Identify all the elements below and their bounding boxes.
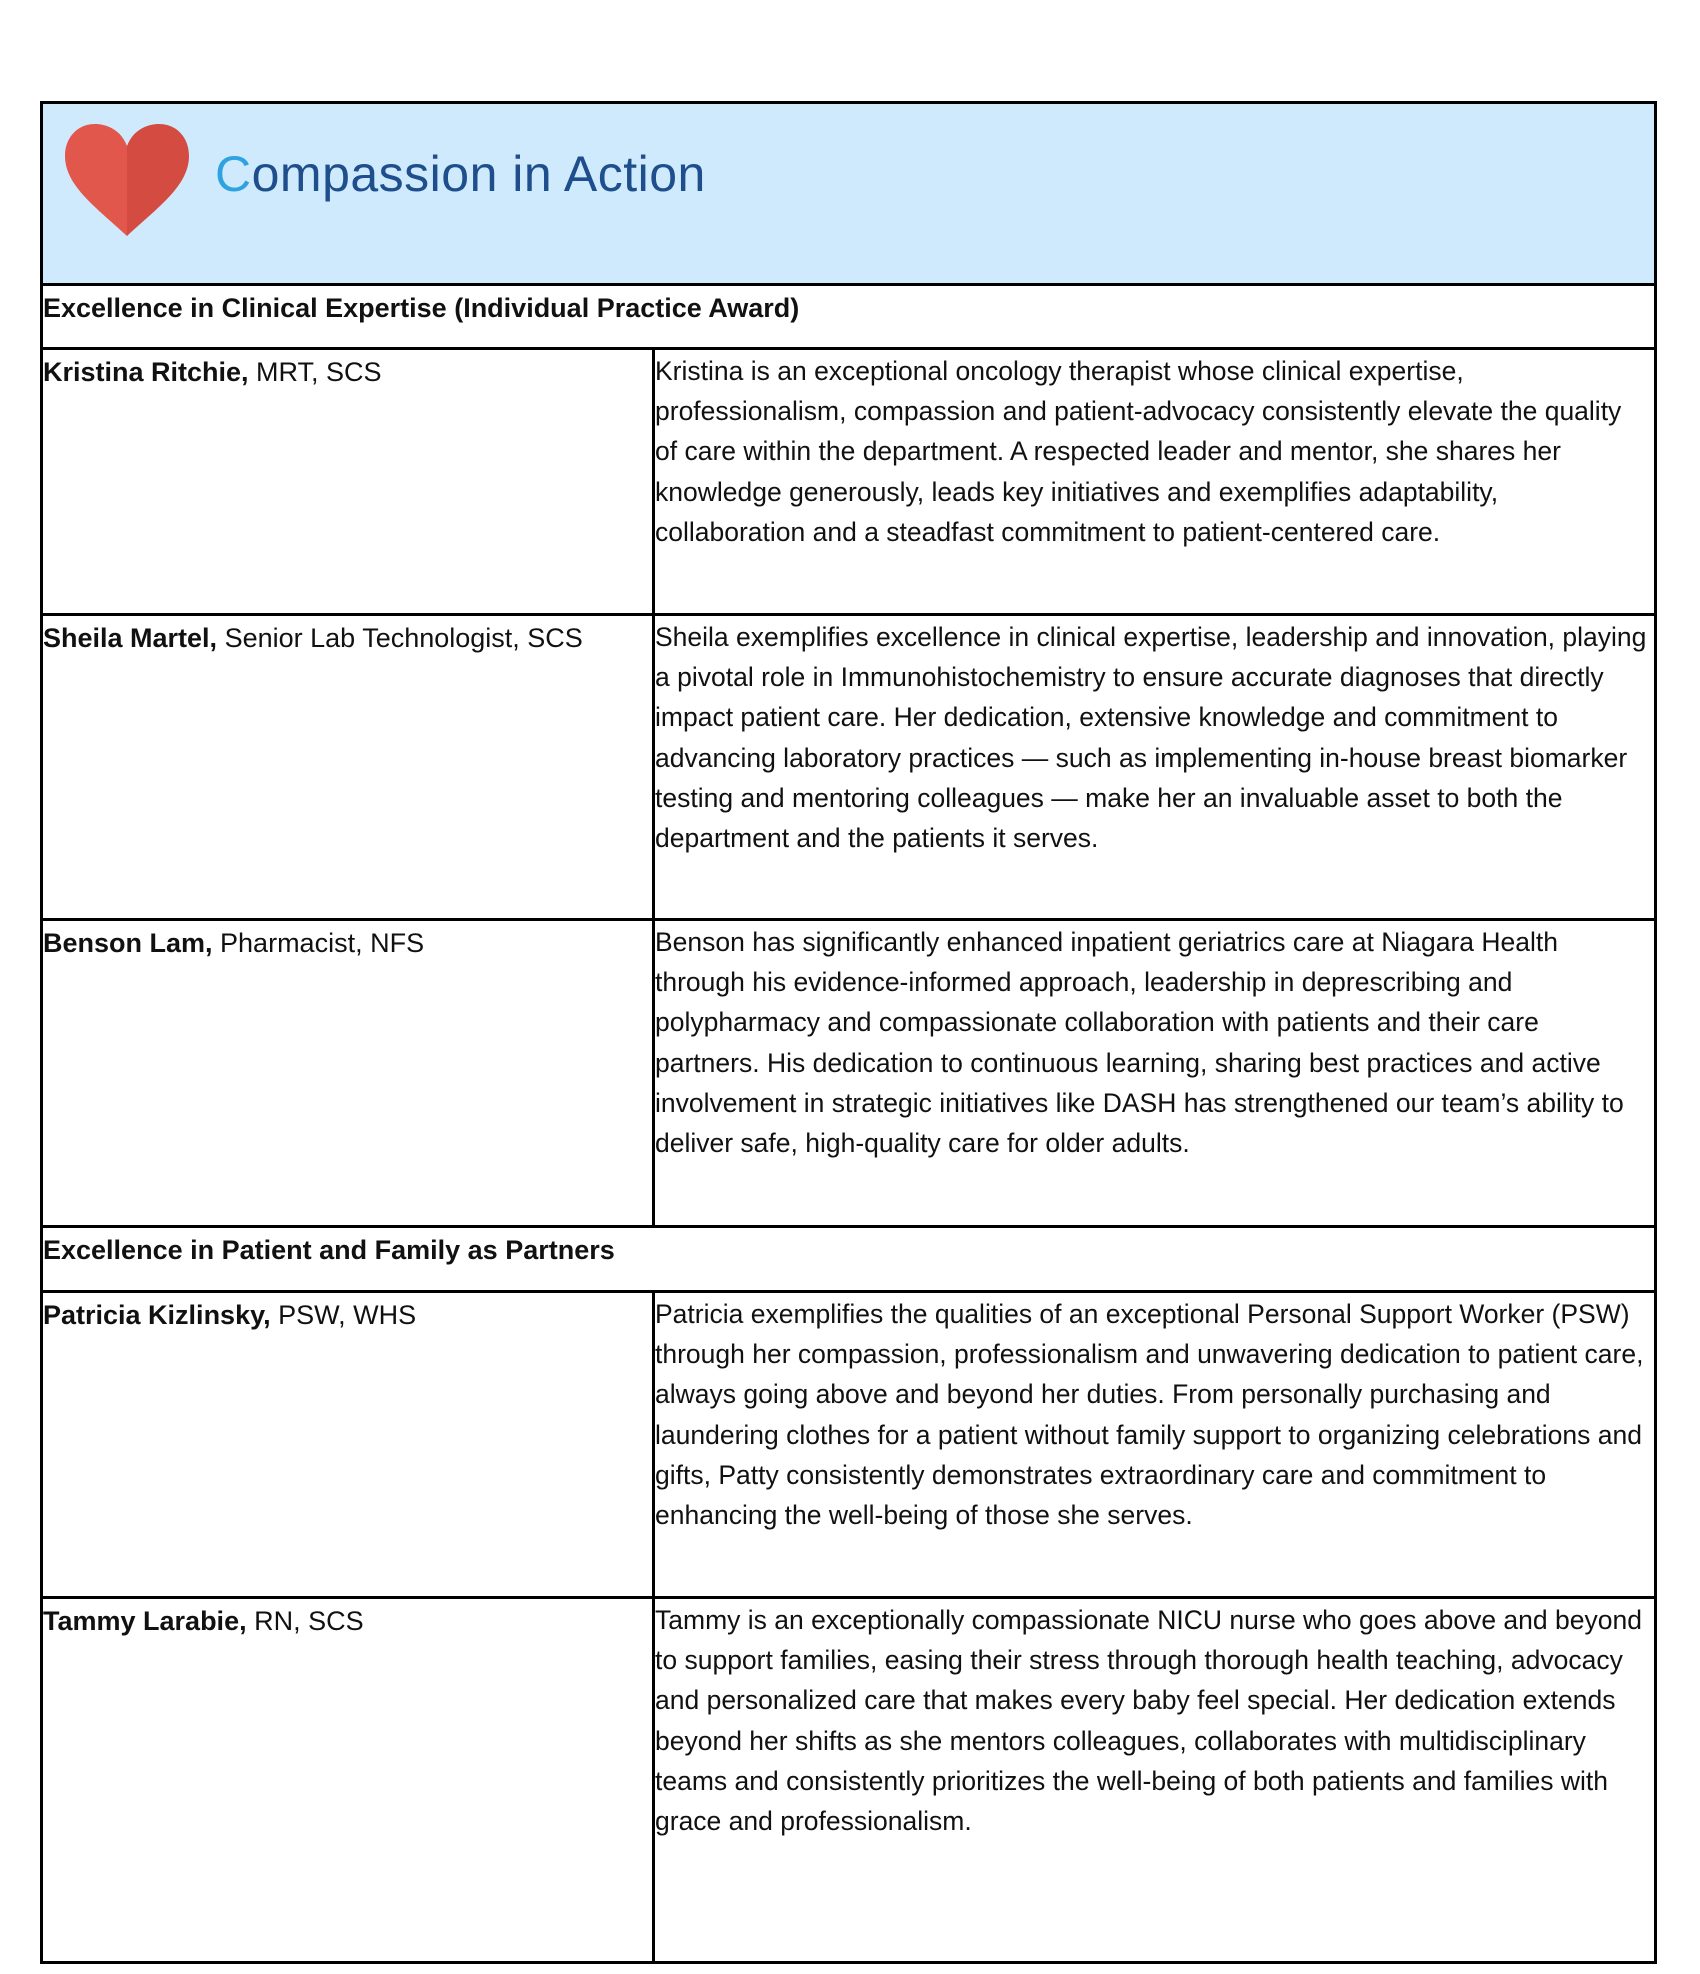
description-cell: [655, 921, 1654, 1225]
recipient-role: Senior Lab Technologist, SCS: [217, 623, 583, 653]
recipient-cell: [43, 350, 655, 613]
section-title: Excellence in Clinical Expertise (Individual Practice Award): [43, 293, 800, 323]
recipient-name: Sheila Martel,: [43, 623, 218, 653]
recipient-name-line: [43, 350, 652, 390]
recipient-cell: [43, 921, 655, 1225]
recipient-name: Kristina Ritchie,: [43, 357, 249, 387]
recipient-role: RN, SCS: [246, 1606, 364, 1636]
page-title: [215, 144, 706, 204]
recipient-name-line: [43, 616, 652, 656]
table-row: [43, 1596, 1654, 1961]
recipient-description: Sheila exemplifies excellence in clinical expertise, leadership and innovation, playing a pivotal role in Immunohistochemistry to ensure accurate diagnoses that directly impact patient care. Her dedication, extensive knowledge and commitment to advancing laboratory practices — such as implementing in-house breast biomarker testing and mentoring colleagues — make her an invaluable asset to both the department and the patients it serves.: [655, 622, 1647, 854]
description-cell: [655, 350, 1654, 613]
recipient-cell: [43, 1599, 655, 1961]
recipient-name: Patricia Kizlinsky,: [43, 1300, 271, 1330]
table-row: [43, 918, 1654, 1225]
recipient-role: Pharmacist, NFS: [212, 928, 425, 958]
description-cell: [655, 616, 1654, 918]
recipient-description: Tammy is an exceptionally compassionate NICU nurse who goes above and beyond to support families, easing their stress through thorough health teaching, advocacy and personalized care that makes every baby feel special. Her dedication extends beyond her shifts as she mentors colleagues, collaborates with multidisciplinary teams and consistently prioritizes the well-being of both patients and families with grace and professionalism.: [655, 1605, 1642, 1837]
recipient-name-line: [43, 1293, 652, 1333]
recipient-name-line: [43, 921, 652, 961]
recipient-description: Kristina is an exceptional oncology therapist whose clinical expertise, professionalism, compassion and patient-advocacy consistently elevate the quality of care within the department. A respected leader and mentor, she shares her knowledge generously, leads key initiatives and exemplifies adaptability, collaboration and a steadfast commitment to patient-centered care.: [655, 356, 1622, 547]
title-first-letter: C: [215, 146, 252, 202]
awards-table: [40, 101, 1657, 1964]
section-title: Excellence in Patient and Family as Partners: [43, 1235, 615, 1265]
recipient-role: PSW, WHS: [270, 1300, 417, 1330]
section-header-row: [43, 1225, 1654, 1290]
title-rest: ompassion in Action: [251, 146, 706, 202]
heart-icon: [65, 124, 189, 236]
table-row: [43, 347, 1654, 613]
recipient-name: Benson Lam,: [43, 928, 213, 958]
table-row: [43, 613, 1654, 918]
description-cell: [655, 1293, 1654, 1596]
recipient-role: MRT, SCS: [248, 357, 382, 387]
section-header-row: [43, 283, 1654, 347]
recipient-name-line: [43, 1599, 652, 1639]
recipient-name: Tammy Larabie,: [43, 1606, 247, 1636]
recipient-description: Patricia exemplifies the qualities of an exceptional Personal Support Worker (PSW) through her compassion, professionalism and unwavering dedication to patient care, always going above and beyond her duties. From personally purchasing and laundering clothes for a patient without family support to organizing celebrations and gifts, Patty consistently demonstrates extraordinary care and commitment to enhancing the well-being of those she serves.: [655, 1299, 1644, 1531]
header-banner: [43, 104, 1654, 283]
description-cell: [655, 1599, 1654, 1961]
recipient-description: Benson has significantly enhanced inpatient geriatrics care at Niagara Health through his evidence-informed approach, leadership in deprescribing and polypharmacy and compassionate collaboration with patients and their care partners. His dedication to continuous learning, sharing best practices and active involvement in strategic initiatives like DASH has strengthened our team’s ability to deliver safe, high-quality care for older adults.: [655, 927, 1624, 1159]
table-row: [43, 1290, 1654, 1596]
recipient-cell: [43, 616, 655, 918]
recipient-cell: [43, 1293, 655, 1596]
